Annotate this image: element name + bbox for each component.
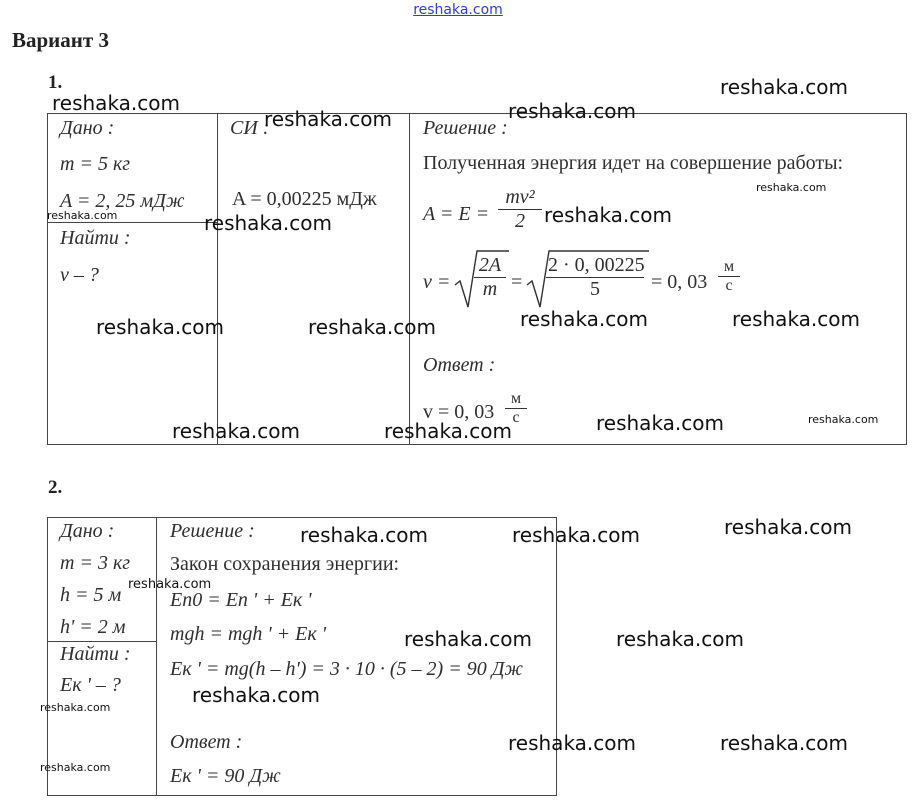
problem2-given-height2: h' = 2 м (60, 616, 126, 638)
problem1-unit-num: м (718, 258, 740, 277)
problem1-eq2-den-2: 5 (590, 278, 600, 300)
problem2-given-mass: m = 3 кг (60, 552, 131, 574)
problem1-divider-1 (217, 113, 218, 445)
problem1-answer-unit-den: с (512, 409, 520, 426)
watermark: reshaka.com (264, 107, 392, 131)
watermark: reshaka.com (47, 209, 118, 222)
watermark: reshaka.com (808, 413, 879, 426)
problem1-solution-text: Полученная энергия идет на совершение работы: (423, 152, 844, 174)
problem2-eq3: Eк ' = mg(h – h') = 3 · 10 · (5 – 2) = 90 Дж (170, 658, 524, 680)
problem1-si-energy: A = 0,00225 мДж (232, 188, 377, 210)
problem1-eq2-num-1: 2A (474, 254, 506, 278)
problem1-find-speed: v – ? (60, 264, 99, 286)
problem1-given-energy: A = 2, 25 мДж (60, 190, 185, 212)
watermark: reshaka.com (596, 411, 724, 435)
problem1-eq1-denominator: 2 (515, 210, 525, 232)
problem2-divider (156, 517, 157, 796)
problem1-find-label: Найти : (60, 227, 131, 249)
problem1-answer-unit-num: м (505, 390, 527, 409)
watermark: reshaka.com (508, 99, 636, 123)
watermark: reshaka.com (308, 315, 436, 339)
problem2-divider-given-find (47, 641, 156, 642)
watermark: reshaka.com (404, 627, 532, 651)
problem1-solution-label: Решение : (423, 117, 508, 139)
problem2-given-height: h = 5 м (60, 584, 122, 606)
problem1-eq1-left: A = E = (423, 203, 490, 225)
watermark: reshaka.com (756, 181, 827, 194)
problem2-eq2: mgh = mgh ' + Eк ' (170, 623, 327, 645)
problem1-eq2-num-2: 2 · 0, 00225 (548, 254, 645, 276)
watermark: reshaka.com (300, 523, 428, 547)
watermark: reshaka.com (128, 577, 212, 592)
problem1-given-mass: m = 5 кг (60, 153, 131, 175)
header-site-link[interactable]: reshaka.com (413, 2, 503, 18)
watermark: reshaka.com (732, 307, 860, 331)
watermark: reshaka.com (616, 627, 744, 651)
watermark: reshaka.com (204, 211, 332, 235)
problem1-eq1-fraction (498, 186, 542, 233)
watermark: reshaka.com (192, 683, 320, 707)
problem2-answer-label: Ответ : (170, 731, 243, 753)
problem2-given-label: Дано : (60, 520, 115, 542)
watermark: reshaka.com (544, 203, 672, 227)
problem1-answer-value: v = 0, 03 (423, 401, 495, 423)
problem1-eq2-v: v = (423, 271, 451, 293)
watermark: reshaka.com (384, 419, 512, 443)
watermark: reshaka.com (520, 307, 648, 331)
watermark: reshaka.com (96, 315, 224, 339)
problem1-divider-given-find (47, 222, 217, 223)
problem2-answer: Eк ' = 90 Дж (170, 765, 281, 787)
problem2-solution-label: Решение : (170, 520, 255, 542)
problem1-si-label: СИ : (230, 117, 270, 139)
problem2-number: 2. (48, 477, 63, 498)
watermark: reshaka.com (172, 419, 300, 443)
problem1-divider-2 (409, 113, 410, 445)
problem1-eq2-result: = 0, 03 (651, 271, 708, 293)
page-title: Вариант 3 (12, 28, 109, 52)
problem1-eq2-fraction-2 (546, 254, 644, 301)
problem1-answer-label: Ответ : (423, 354, 496, 376)
problem1-eq1-numerator: mv² (498, 186, 542, 210)
watermark: reshaka.com (508, 731, 636, 755)
problem2-find-energy: Eк ' – ? (60, 674, 121, 696)
watermark: reshaka.com (40, 761, 111, 774)
problem1-unit-den: с (725, 277, 733, 294)
problem1-number: 1. (48, 72, 63, 93)
watermark: reshaka.com (720, 75, 848, 99)
problem1-eq2-equals: = (511, 271, 523, 293)
problem1-eq2-den-1: m (482, 278, 498, 300)
problem1-eq2-fraction-1 (474, 254, 506, 301)
problem1-given-label: Дано : (60, 117, 115, 139)
watermark: reshaka.com (512, 523, 640, 547)
watermark: reshaka.com (40, 701, 111, 714)
watermark: reshaka.com (724, 515, 852, 539)
problem2-law: Закон сохранения энергии: (170, 553, 400, 575)
problem2-find-label: Найти : (60, 643, 131, 665)
problem2-eq1: Eп0 = Eп ' + Eк ' (170, 589, 312, 611)
watermark: reshaka.com (52, 91, 180, 115)
problem1-unit-fraction (718, 258, 740, 295)
watermark: reshaka.com (720, 731, 848, 755)
